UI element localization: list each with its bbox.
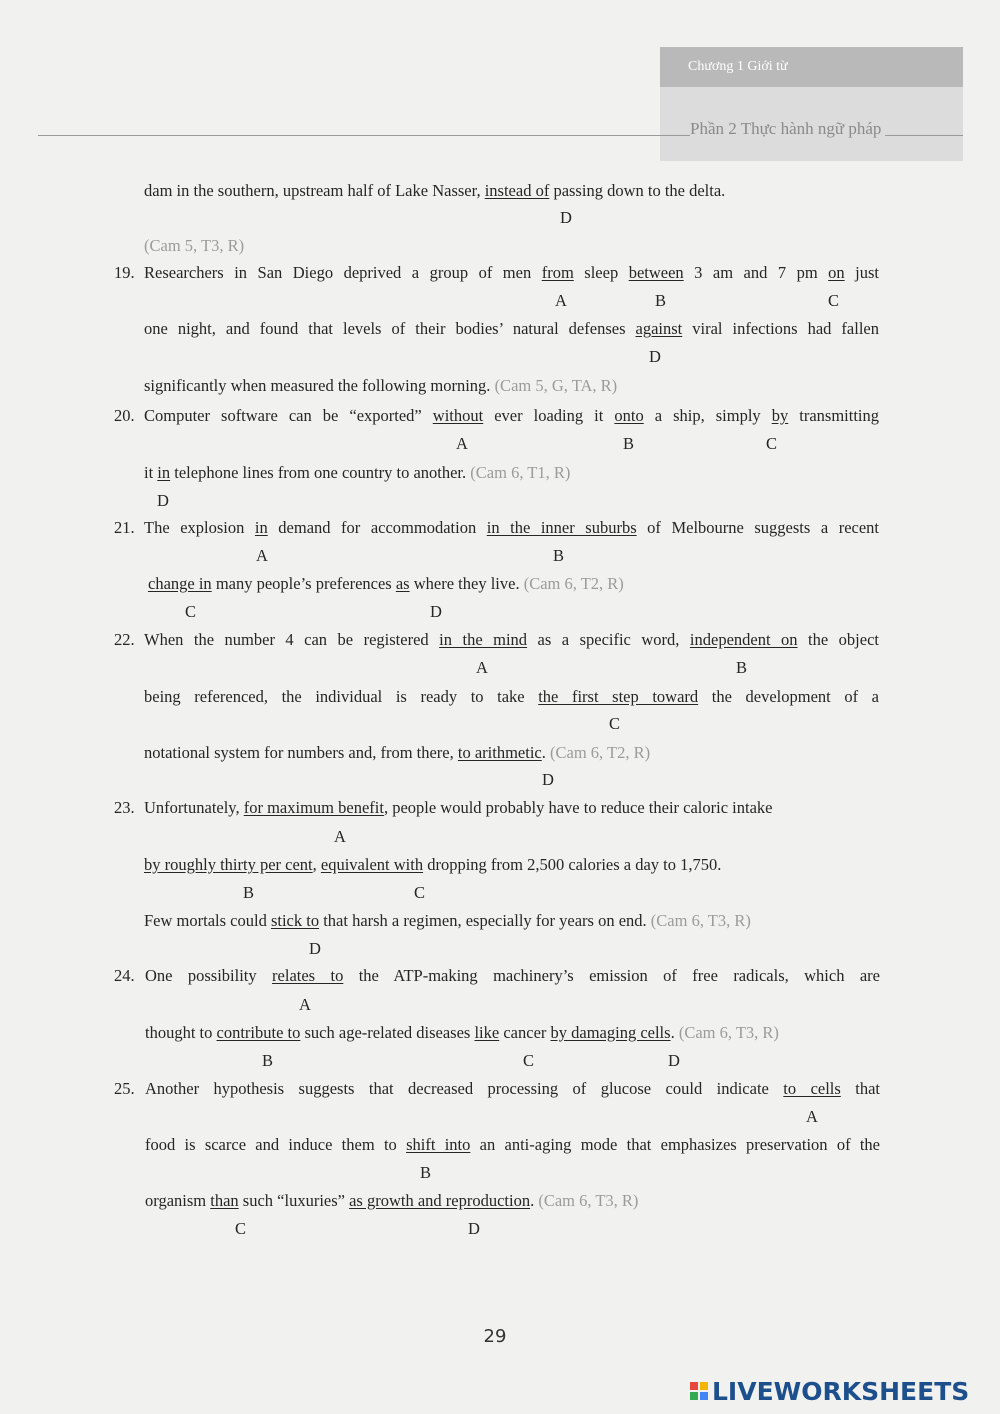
q21-option-b: in the inner suburbs	[486, 518, 637, 537]
q20-letter-c: C	[766, 434, 778, 453]
q23-line-1: Unfortunately, for maximum benefit, people would probably have to reduce their caloric intake	[144, 798, 773, 817]
q21-number: 21.	[114, 518, 135, 537]
q24-option-c: like	[474, 1023, 500, 1042]
q21-option-d: as	[395, 574, 410, 593]
q19-letter-a: A	[555, 291, 567, 310]
part-label: Phần 2 Thực hành ngữ pháp	[690, 119, 885, 139]
q20-letter-d: D	[157, 491, 169, 510]
q23-option-c: equivalent with	[320, 855, 424, 874]
q22-option-c: the first step toward	[538, 687, 699, 706]
q20-number: 20.	[114, 406, 135, 425]
q22-letter-d: D	[542, 770, 554, 789]
q22-letter-b: B	[736, 658, 748, 677]
q19-source: (Cam 5, G, TA, R)	[494, 376, 618, 395]
q21-option-c: change in	[148, 574, 212, 593]
q20-line-2: it in telephone lines from one country to another. (Cam 6, T1, R)	[144, 463, 571, 482]
q24-line-1: One possibility relates to the ATP-making machinery’s emission of free radicals, which are	[145, 966, 880, 985]
q20-option-c: by	[771, 406, 789, 425]
q24-source: (Cam 6, T3, R)	[678, 1023, 779, 1042]
q25-option-b: shift into	[406, 1135, 471, 1154]
q23-letter-b: B	[243, 883, 255, 902]
q24-letter-d: D	[668, 1051, 680, 1070]
q22-option-d: to arithmetic	[457, 743, 542, 762]
q18-option-d: instead of	[484, 181, 550, 200]
q24-letter-a: A	[299, 995, 311, 1014]
brand-name: LIVEWORKSHEETS	[712, 1376, 970, 1406]
q23-line-3: Few mortals could stick to that harsh a regimen, especially for years on end. (Cam 6, T3, R)	[144, 911, 751, 930]
q20-letter-b: B	[623, 434, 635, 453]
q19-option-b: between	[628, 263, 684, 282]
q19-number: 19.	[114, 263, 135, 282]
q22-source: (Cam 6, T2, R)	[550, 743, 651, 762]
q23-letter-d: D	[309, 939, 321, 958]
q23-option-a: for maximum benefit	[243, 798, 384, 817]
q20-option-d: in	[157, 463, 171, 482]
q20-option-b: onto	[614, 406, 644, 425]
q18-source: (Cam 5, T3, R)	[144, 236, 245, 255]
q24-option-d: by damaging cells	[550, 1023, 671, 1042]
q21-letter-a: A	[256, 546, 268, 565]
q25-option-d: as growth and reproduction	[349, 1191, 531, 1210]
q22-line-3: notational system for numbers and, from there, to arithmetic. (Cam 6, T2, R)	[144, 743, 651, 762]
q19-letter-c: C	[828, 291, 840, 310]
q25-option-a: to cells	[783, 1079, 841, 1098]
q22-option-b: independent on	[689, 630, 798, 649]
q19-line-3: significantly when measured the following morning. (Cam 5, G, TA, R)	[144, 376, 618, 395]
q21-letter-c: C	[185, 602, 197, 621]
q19-option-a: from	[541, 263, 574, 282]
q18-line: dam in the southern, upstream half of Lake Nasser, instead of passing down to the delta.	[144, 181, 726, 200]
q24-letter-c: C	[523, 1051, 535, 1070]
q21-line-1: The explosion in demand for accommodation in the inner suburbs of Melbourne suggests a recent	[144, 518, 880, 537]
q25-letter-a: A	[806, 1107, 818, 1126]
q19-line-1: Researchers in San Diego deprived a group of men from sleep between 3 am and 7 pm on just	[144, 263, 880, 282]
q24-option-b: contribute to	[216, 1023, 301, 1042]
chapter-label: Chương 1 Giới từ	[660, 47, 963, 87]
q25-number: 25.	[114, 1079, 135, 1098]
q24-option-a: relates to	[272, 966, 344, 985]
q24-letter-b: B	[262, 1051, 274, 1070]
q23-letter-c: C	[414, 883, 426, 902]
liveworksheets-logo[interactable]	[690, 1374, 969, 1408]
q22-option-a: in the mind	[439, 630, 528, 649]
page-number: 29	[483, 1326, 507, 1347]
q23-option-d: stick to	[270, 911, 320, 930]
q22-line-2: being referenced, the individual is ready to take the first step toward the development of a	[144, 687, 880, 706]
q25-line-2: food is scarce and induce them to shift into an anti-aging mode that emphasizes preservation of the	[145, 1135, 881, 1154]
q23-letter-a: A	[334, 827, 346, 846]
q25-letter-b: B	[420, 1163, 432, 1182]
q19-letter-d: D	[649, 347, 661, 366]
q22-number: 22.	[114, 630, 135, 649]
q21-letter-d: D	[430, 602, 442, 621]
q24-number: 24.	[114, 966, 135, 985]
logo-square-1	[690, 1382, 698, 1390]
q20-letter-a: A	[456, 434, 468, 453]
logo-square-4	[700, 1392, 708, 1400]
q19-letter-b: B	[655, 291, 667, 310]
q21-option-a: in	[254, 518, 268, 537]
q22-line-1: When the number 4 can be registered in the mind as a specific word, independent on the object	[144, 630, 879, 649]
q22-letter-c: C	[609, 714, 621, 733]
q23-source: (Cam 6, T3, R)	[650, 911, 751, 930]
q21-line-2: change in many people’s preferences as where they live. (Cam 6, T2, R)	[148, 574, 624, 593]
q23-number: 23.	[114, 798, 135, 817]
q19-option-c: on	[828, 263, 845, 282]
q23-option-b: by roughly thirty per cent	[144, 855, 313, 874]
q25-option-c: than	[210, 1191, 239, 1210]
logo-square-3	[690, 1392, 698, 1400]
q25-line-1: Another hypothesis suggests that decreased processing of glucose could indicate to cells that	[145, 1079, 880, 1098]
q19-line-2: one night, and found that levels of their bodies’ natural defenses against viral infections had fallen	[144, 319, 879, 338]
q25-letter-d: D	[468, 1219, 480, 1238]
q20-line-1: Computer software can be “exported” without ever loading it onto a ship, simply by transmitting	[144, 406, 879, 425]
q21-letter-b: B	[553, 546, 565, 565]
q20-source: (Cam 6, T1, R)	[470, 463, 571, 482]
q25-line-3: organism than such “luxuries” as growth and reproduction. (Cam 6, T3, R)	[145, 1191, 639, 1210]
logo-grid-icon	[690, 1382, 708, 1400]
q18-letter-d: D	[560, 208, 572, 227]
q25-letter-c: C	[235, 1219, 247, 1238]
q21-source: (Cam 6, T2, R)	[523, 574, 624, 593]
q22-letter-a: A	[476, 658, 488, 677]
logo-square-2	[700, 1382, 708, 1390]
q19-option-d: against	[635, 319, 683, 338]
q23-line-2: by roughly thirty per cent, equivalent with dropping from 2,500 calories a day to 1,750.	[144, 855, 722, 874]
q20-option-a: without	[432, 406, 484, 425]
q24-line-2: thought to contribute to such age-related diseases like cancer by damaging cells. (Cam 6, T3, R)	[145, 1023, 779, 1042]
q25-source: (Cam 6, T3, R)	[538, 1191, 639, 1210]
